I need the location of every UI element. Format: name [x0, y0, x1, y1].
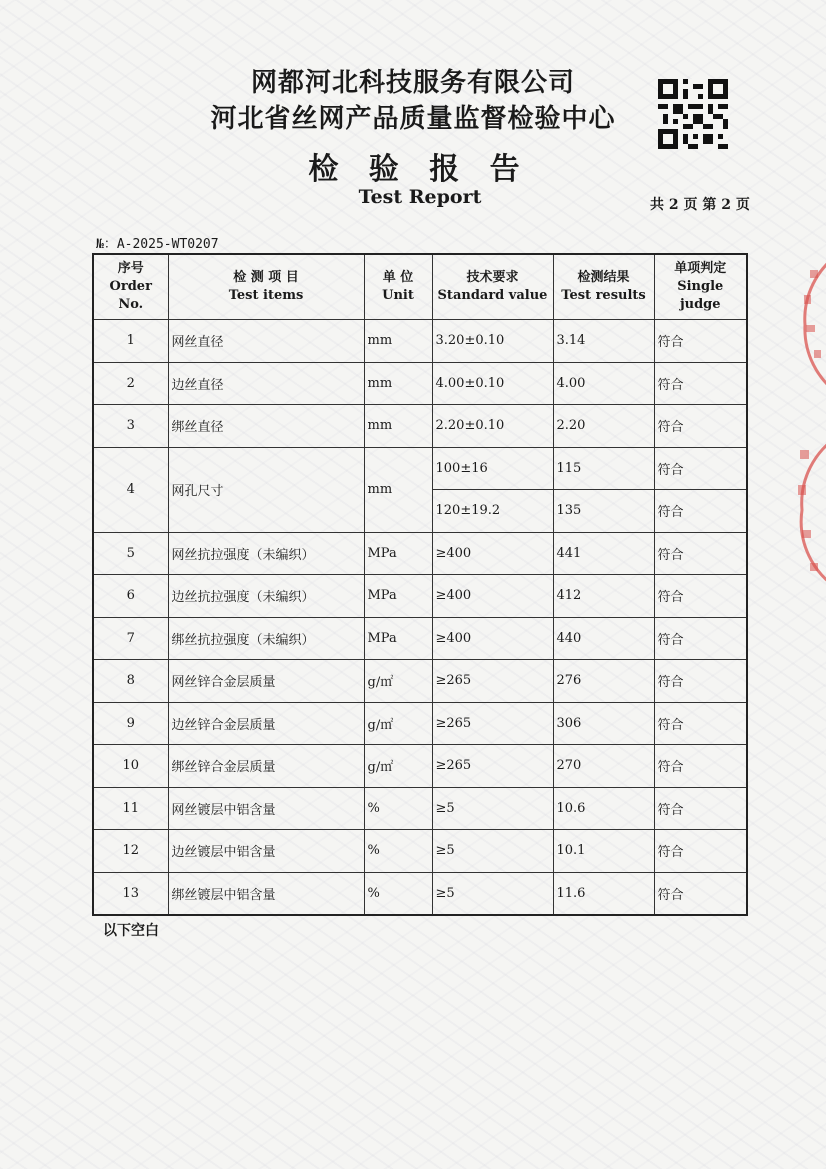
- row-judgement: 符合: [654, 660, 747, 703]
- official-seal-stamp: [780, 245, 826, 595]
- row-judgement: 符合: [654, 320, 747, 363]
- table-row: [93, 660, 747, 703]
- report-title-cn: 检 验 报 告: [308, 152, 530, 187]
- row-test-item: 绑丝锌合金层质量: [168, 745, 364, 788]
- row-unit: g/㎡: [364, 702, 432, 745]
- row-test-item: 边丝镀层中铝含量: [168, 830, 364, 873]
- header-single-judge: 单项判定 Single judge: [654, 254, 747, 320]
- table-row: [93, 532, 747, 575]
- row-judgement: 符合: [654, 405, 747, 448]
- table-row: [93, 702, 747, 745]
- row-test-result: 306: [553, 702, 654, 745]
- row-test-result: 10.1: [553, 830, 654, 873]
- table-row: [93, 745, 747, 788]
- row-test-item: 网丝抗拉强度（未编织）: [168, 532, 364, 575]
- row-order-no: 13: [93, 872, 168, 915]
- row-order-no: 12: [93, 830, 168, 873]
- table-row: [93, 575, 747, 618]
- test-results-table: [92, 253, 748, 916]
- row-order-no: 9: [93, 702, 168, 745]
- row-test-result: 412: [553, 575, 654, 618]
- row-judgement: 符合: [654, 787, 747, 830]
- row-order-no: 2: [93, 362, 168, 405]
- row-judgement: 符合: [654, 362, 747, 405]
- row-test-result: 135: [553, 490, 654, 533]
- report-number: №：A-2025-WT0207: [96, 237, 219, 252]
- row-order-no: 4: [93, 447, 168, 532]
- table-row: [93, 787, 747, 830]
- row-test-result: 3.14: [553, 320, 654, 363]
- row-standard-value: ≥5: [432, 830, 553, 873]
- row-judgement: 符合: [654, 532, 747, 575]
- row-standard-value: ≥265: [432, 660, 553, 703]
- row-standard-value: ≥265: [432, 745, 553, 788]
- page-info: 共 2 页 第 2 页: [650, 197, 750, 213]
- row-judgement: 符合: [654, 702, 747, 745]
- row-judgement: 符合: [654, 447, 747, 490]
- table-row: [93, 830, 747, 873]
- header-standard-value: 技术要求 Standard value: [432, 254, 553, 320]
- qr-code-icon: [658, 78, 728, 150]
- row-standard-value: 2.20±0.10: [432, 405, 553, 448]
- row-test-item: 网丝直径: [168, 320, 364, 363]
- row-unit: MPa: [364, 617, 432, 660]
- row-unit: MPa: [364, 575, 432, 618]
- blank-below-note: 以下空白: [103, 923, 159, 939]
- table-row: [93, 320, 747, 363]
- row-test-item: 网丝锌合金层质量: [168, 660, 364, 703]
- row-unit: mm: [364, 405, 432, 448]
- table-row: [93, 872, 747, 915]
- row-test-result: 270: [553, 745, 654, 788]
- row-test-item: 绑丝直径: [168, 405, 364, 448]
- row-test-item: 绑丝抗拉强度（未编织）: [168, 617, 364, 660]
- row-unit: mm: [364, 447, 432, 532]
- row-judgement: 符合: [654, 617, 747, 660]
- row-unit: %: [364, 872, 432, 915]
- row-test-item: 网丝镀层中铝含量: [168, 787, 364, 830]
- row-test-result: 10.6: [553, 787, 654, 830]
- row-test-result: 440: [553, 617, 654, 660]
- row-unit: g/㎡: [364, 660, 432, 703]
- row-standard-value: ≥400: [432, 575, 553, 618]
- table-row: [93, 447, 747, 490]
- row-test-result: 11.6: [553, 872, 654, 915]
- row-order-no: 8: [93, 660, 168, 703]
- row-test-item: 边丝锌合金层质量: [168, 702, 364, 745]
- row-judgement: 符合: [654, 490, 747, 533]
- table-row: [93, 617, 747, 660]
- row-test-result: 115: [553, 447, 654, 490]
- row-test-result: 441: [553, 532, 654, 575]
- row-standard-value: 3.20±0.10: [432, 320, 553, 363]
- table-row: [93, 405, 747, 448]
- row-standard-value: ≥5: [432, 787, 553, 830]
- row-judgement: 符合: [654, 745, 747, 788]
- row-order-no: 10: [93, 745, 168, 788]
- row-test-result: 4.00: [553, 362, 654, 405]
- row-test-item: 边丝直径: [168, 362, 364, 405]
- row-unit: mm: [364, 320, 432, 363]
- row-standard-value: ≥5: [432, 872, 553, 915]
- row-order-no: 11: [93, 787, 168, 830]
- row-standard-value: ≥400: [432, 532, 553, 575]
- row-order-no: 7: [93, 617, 168, 660]
- row-unit: mm: [364, 362, 432, 405]
- row-standard-value: 100±16: [432, 447, 553, 490]
- report-title-en: Test Report: [358, 186, 482, 208]
- row-judgement: 符合: [654, 872, 747, 915]
- header-test-results: 检测结果 Test results: [553, 254, 654, 320]
- row-judgement: 符合: [654, 830, 747, 873]
- row-test-item: 边丝抗拉强度（未编织）: [168, 575, 364, 618]
- row-unit: %: [364, 787, 432, 830]
- row-order-no: 3: [93, 405, 168, 448]
- row-judgement: 符合: [654, 575, 747, 618]
- header-unit: 单 位 Unit: [364, 254, 432, 320]
- row-standard-value: ≥400: [432, 617, 553, 660]
- row-order-no: 1: [93, 320, 168, 363]
- row-unit: %: [364, 830, 432, 873]
- row-unit: MPa: [364, 532, 432, 575]
- row-unit: g/㎡: [364, 745, 432, 788]
- table-header-row: [93, 254, 747, 320]
- row-order-no: 5: [93, 532, 168, 575]
- header-test-items: 检 测 项 目 Test items: [168, 254, 364, 320]
- row-standard-value: 4.00±0.10: [432, 362, 553, 405]
- row-test-result: 2.20: [553, 405, 654, 448]
- row-test-item: 网孔尺寸: [168, 447, 364, 532]
- table-row: [93, 362, 747, 405]
- row-test-item: 绑丝镀层中铝含量: [168, 872, 364, 915]
- row-standard-value: 120±19.2: [432, 490, 553, 533]
- inspection-center-name: 河北省丝网产品质量监督检验中心: [210, 104, 616, 134]
- header-order-no: 序号 Order No.: [93, 254, 168, 320]
- row-order-no: 6: [93, 575, 168, 618]
- company-name: 网都河北科技服务有限公司: [250, 68, 575, 98]
- row-test-result: 276: [553, 660, 654, 703]
- row-standard-value: ≥265: [432, 702, 553, 745]
